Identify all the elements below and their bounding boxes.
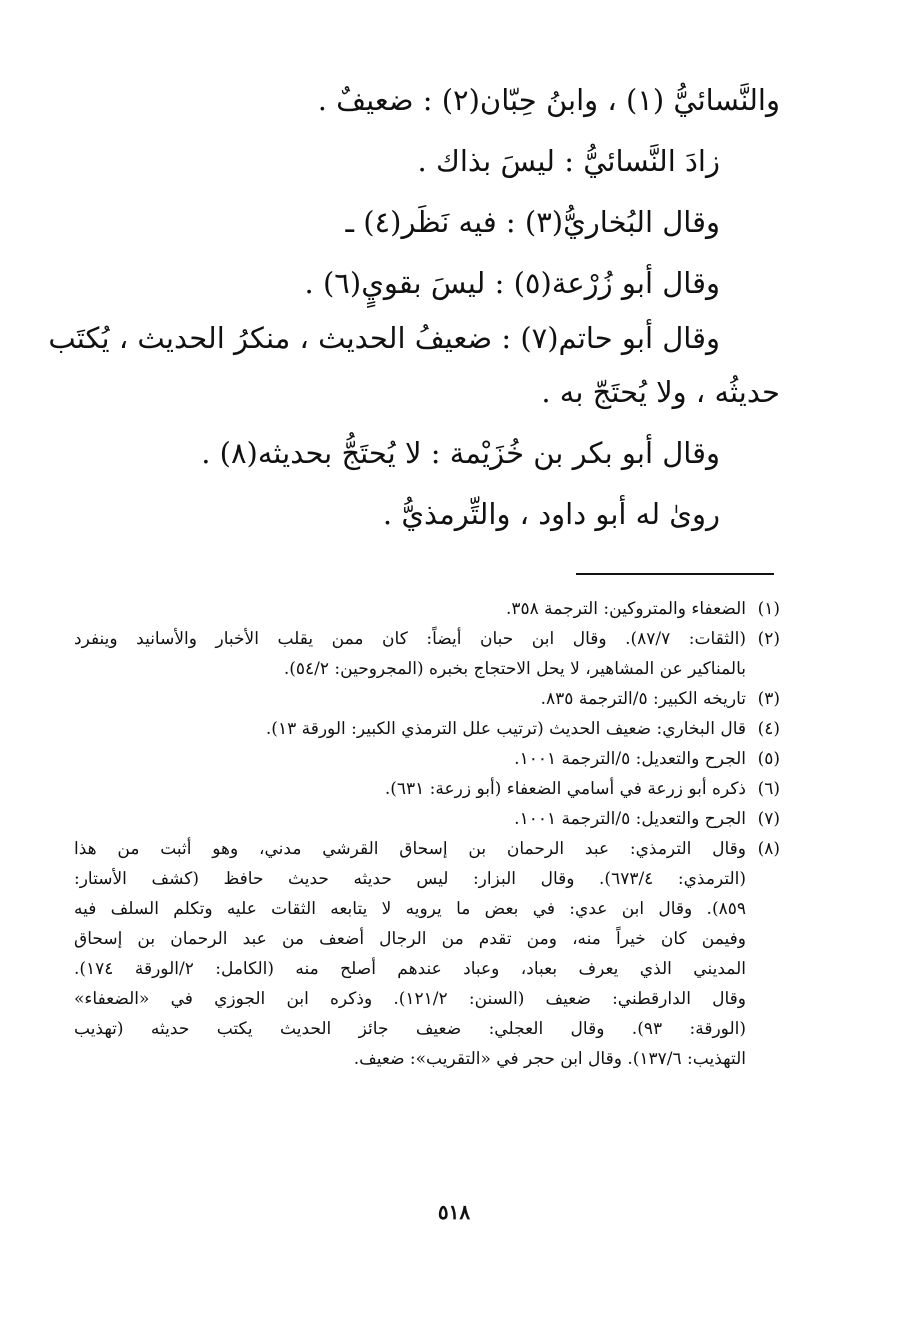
footnote-number: (٣) xyxy=(757,689,780,709)
footnote-number: (٢) xyxy=(757,629,780,649)
footnote-line: (الترمذي: ٦٧٣/٤). وقال البزار: ليس حديثه حديث حافظ (كشف الأستار: xyxy=(74,869,746,889)
footnote-line: الجرح والتعديل: ٥/الترجمة ١٠٠١. xyxy=(514,749,746,769)
footnote-separator xyxy=(576,573,774,575)
footnote-line: تاريخه الكبير: ٥/الترجمة ٨٣٥. xyxy=(540,689,746,709)
footnote-line: وفيمن كان خيراً منه، ومن تقدم من الرجال أضعف من عبد الرحمان بن إسحاق xyxy=(74,929,746,949)
main-text xyxy=(48,70,780,545)
main-text-line: وقال البُخاريُّ(٣) : فيه نَظَر(٤) ـ xyxy=(345,205,720,239)
footnote xyxy=(74,684,780,714)
footnote-number: (٨) xyxy=(757,839,780,859)
footnote-text xyxy=(74,774,746,804)
footnote xyxy=(74,714,780,744)
footnote-line: قال البخاري: ضعيف الحديث (ترتيب علل الترمذي الكبير: الورقة ١٣). xyxy=(265,719,746,739)
footnote-line: (الثقات: ٨٧/٧). وقال ابن حبان أيضاً: كان ممن يقلب الأخبار والأسانيد وينفرد xyxy=(74,629,746,649)
footnote-text xyxy=(74,834,746,1074)
main-text-line: روىٰ له أبو داود ، والتِّرمذيُّ . xyxy=(382,497,720,531)
footnote-text xyxy=(74,594,746,624)
footnote-number: (٦) xyxy=(757,779,780,799)
footnotes xyxy=(74,594,780,1074)
footnote-line: الضعفاء والمتروكين: الترجمة ٣٥٨. xyxy=(505,599,746,619)
footnote-line: الجرح والتعديل: ٥/الترجمة ١٠٠١. xyxy=(514,809,746,829)
footnote-text xyxy=(74,684,746,714)
page-number: ٥١٨ xyxy=(437,1200,471,1224)
footnote xyxy=(74,624,780,684)
main-text-line: والنَّسائيُّ (١) ، وابنُ حِبّان(٢) : ضعيفٌ . xyxy=(317,83,780,117)
main-text-line: وقال أبو حاتم(٧) : ضعيفُ الحديث ، منكرُ الحديث ، يُكتَب xyxy=(48,321,720,355)
footnote-line: ذكره أبو زرعة في أسامي الضعفاء (أبو زرعة: ٦٣١). xyxy=(384,779,746,799)
footnote-line: وقال الدارقطني: ضعيف (السنن: ١٢١/٢). وذكره ابن الجوزي في «الضعفاء» xyxy=(74,989,746,1009)
footnote-number: (٤) xyxy=(757,719,780,739)
footnote xyxy=(74,594,780,624)
footnote xyxy=(74,804,780,834)
footnote-line: بالمناكير عن المشاهير، لا يحل الاحتجاج بخبره (المجروحين: ٥٤/٢). xyxy=(283,659,746,679)
footnote xyxy=(74,744,780,774)
footnote-number: (٧) xyxy=(757,809,780,829)
footnote-line: ٨٥٩). وقال ابن عدي: في بعض ما يرويه لا يتابعه الثقات عليه وتكلم السلف فيه xyxy=(74,899,746,919)
main-text-line: وقال أبو زُرْعة(٥) : ليسَ بقويٍ(٦) . xyxy=(304,266,720,300)
footnote-line: (الورقة: ٩٣). وقال العجلي: ضعيف جائز الحديث يكتب حديثه (تهذيب xyxy=(74,1019,746,1039)
main-text-line: حديثُه ، ولا يُحتَجّ به . xyxy=(541,375,780,409)
footnote-text xyxy=(74,624,746,684)
footnote xyxy=(74,774,780,804)
footnote-text xyxy=(74,804,746,834)
footnote-text xyxy=(74,744,746,774)
footnote-line: المديني الذي يعرف بعباد، وعباد عندهم أصلح منه (الكامل: ٢/الورقة ١٧٤). xyxy=(74,959,746,979)
footnote-number: (٥) xyxy=(757,749,780,769)
footnote-line: وقال الترمذي: عبد الرحمان بن إسحاق القرشي مدني، وهو أثبت من هذا xyxy=(74,839,746,859)
main-text-line: وقال أبو بكر بن خُزَيْمة : لا يُحتَجُّ بحديثه(٨) . xyxy=(201,436,720,470)
footnote-line: التهذيب: ١٣٧/٦). وقال ابن حجر في «التقريب»: ضعيف. xyxy=(353,1049,746,1069)
footnote-number: (١) xyxy=(757,599,780,619)
footnote-text xyxy=(74,714,746,744)
main-text-line: زادَ النَّسائيُّ : ليسَ بذاك . xyxy=(417,144,720,178)
footnote xyxy=(74,834,780,1074)
